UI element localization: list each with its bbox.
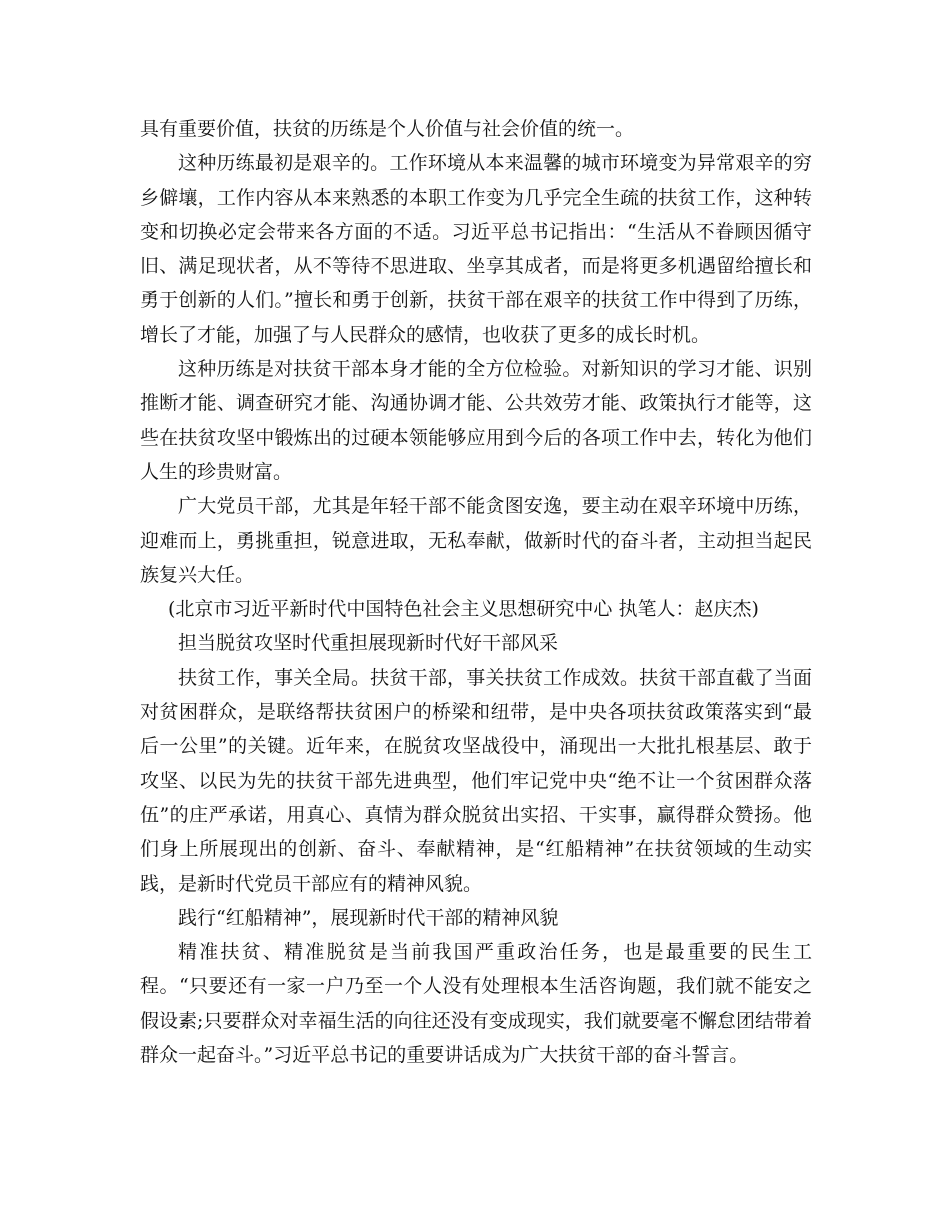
section-heading-poverty-alleviation: 担当脱贫攻坚时代重担展现新时代好干部风采 — [178, 632, 559, 655]
paragraph-young-cadres: 广大党员干部，尤其是年轻干部不能贪图安逸，要主动在艰辛环境中历练，迎难而上，勇挑重担，锐意进取，无私奉献，做新时代的奋斗者，主动担当起民族复兴大任。 — [140, 495, 812, 586]
paragraph-ability-test: 这种历练是对扶贫干部本身才能的全方位检验。对新知识的学习才能、识别推断才能、调查研究才能、沟通协调才能、公共效劳才能、政策执行才能等，这些在扶贫攻坚中锻炼出的过硬本领能够应用到今后的各项工作中去，转化为他们人生的珍贵财富。 — [140, 358, 812, 483]
paragraph-hardship: 这种历练最初是艰辛的。工作环境从本来温馨的城市环境变为异常艰辛的穷乡僻壤，工作内容从本来熟悉的本职工作变为几乎完全生疏的扶贫工作，这种转变和切换必定会带来各方面的不适。习近平总书记指出：“生活从不眷顾因循守旧、满足现状者，从不等待不思进取、坐享其成者，而是将更多机遇留给擅长和勇于创新的人们。”擅长和勇于创新，扶贫干部在艰辛的扶贫工作中得到了历练，增长了才能，加强了与人民群众的感情，也收获了更多的成长时机。 — [140, 152, 812, 346]
paragraph-poverty-work: 扶贫工作，事关全局。扶贫干部，事关扶贫工作成效。扶贫干部直截了当面对贫困群众，是联络帮扶贫困户的桥梁和纽带，是中央各项扶贫政策落实到“最后一公里”的关键。近年来，在脱贫攻坚战役中，涌现出一大批扎根基层、敢于攻坚、以民为先的扶贫干部先进典型，他们牢记党中央“绝不让一个贫困群众落伍”的庄严承诺，用真心、真情为群众脱贫出实招、干实事，赢得群众赞扬。他们身上所展现出的创新、奋斗、奉献精神，是“红船精神”在扶贫领域的生动实践，是新时代党员干部应有的精神风貌。 — [140, 666, 812, 895]
paragraph-precision-alleviation: 精准扶贫、精准脱贫是当前我国严重政治任务，也是最重要的民生工程。“只要还有一家一户乃至一个人没有处理根本生活咨询题，我们就不能安之假设素;只要群众对幸福生活的向往还没有变成现实，我们就要毫不懈怠团结带着群众一起奋斗。”习近平总书记的重要讲话成为广大扶贫干部的奋斗誓言。 — [140, 941, 812, 1067]
paragraph-continuation: 具有重要价值，扶贫的历练是个人价值与社会价值的统一。 — [140, 118, 635, 140]
document-body — [140, 112, 812, 1072]
paragraph-source-attribution: (北京市习近平新时代中国特色社会主义思想研究中心 执笔人：赵庆杰) — [168, 598, 759, 621]
section-heading-red-boat-spirit: 践行“红船精神”，展现新时代干部的精神风貌 — [178, 906, 559, 929]
